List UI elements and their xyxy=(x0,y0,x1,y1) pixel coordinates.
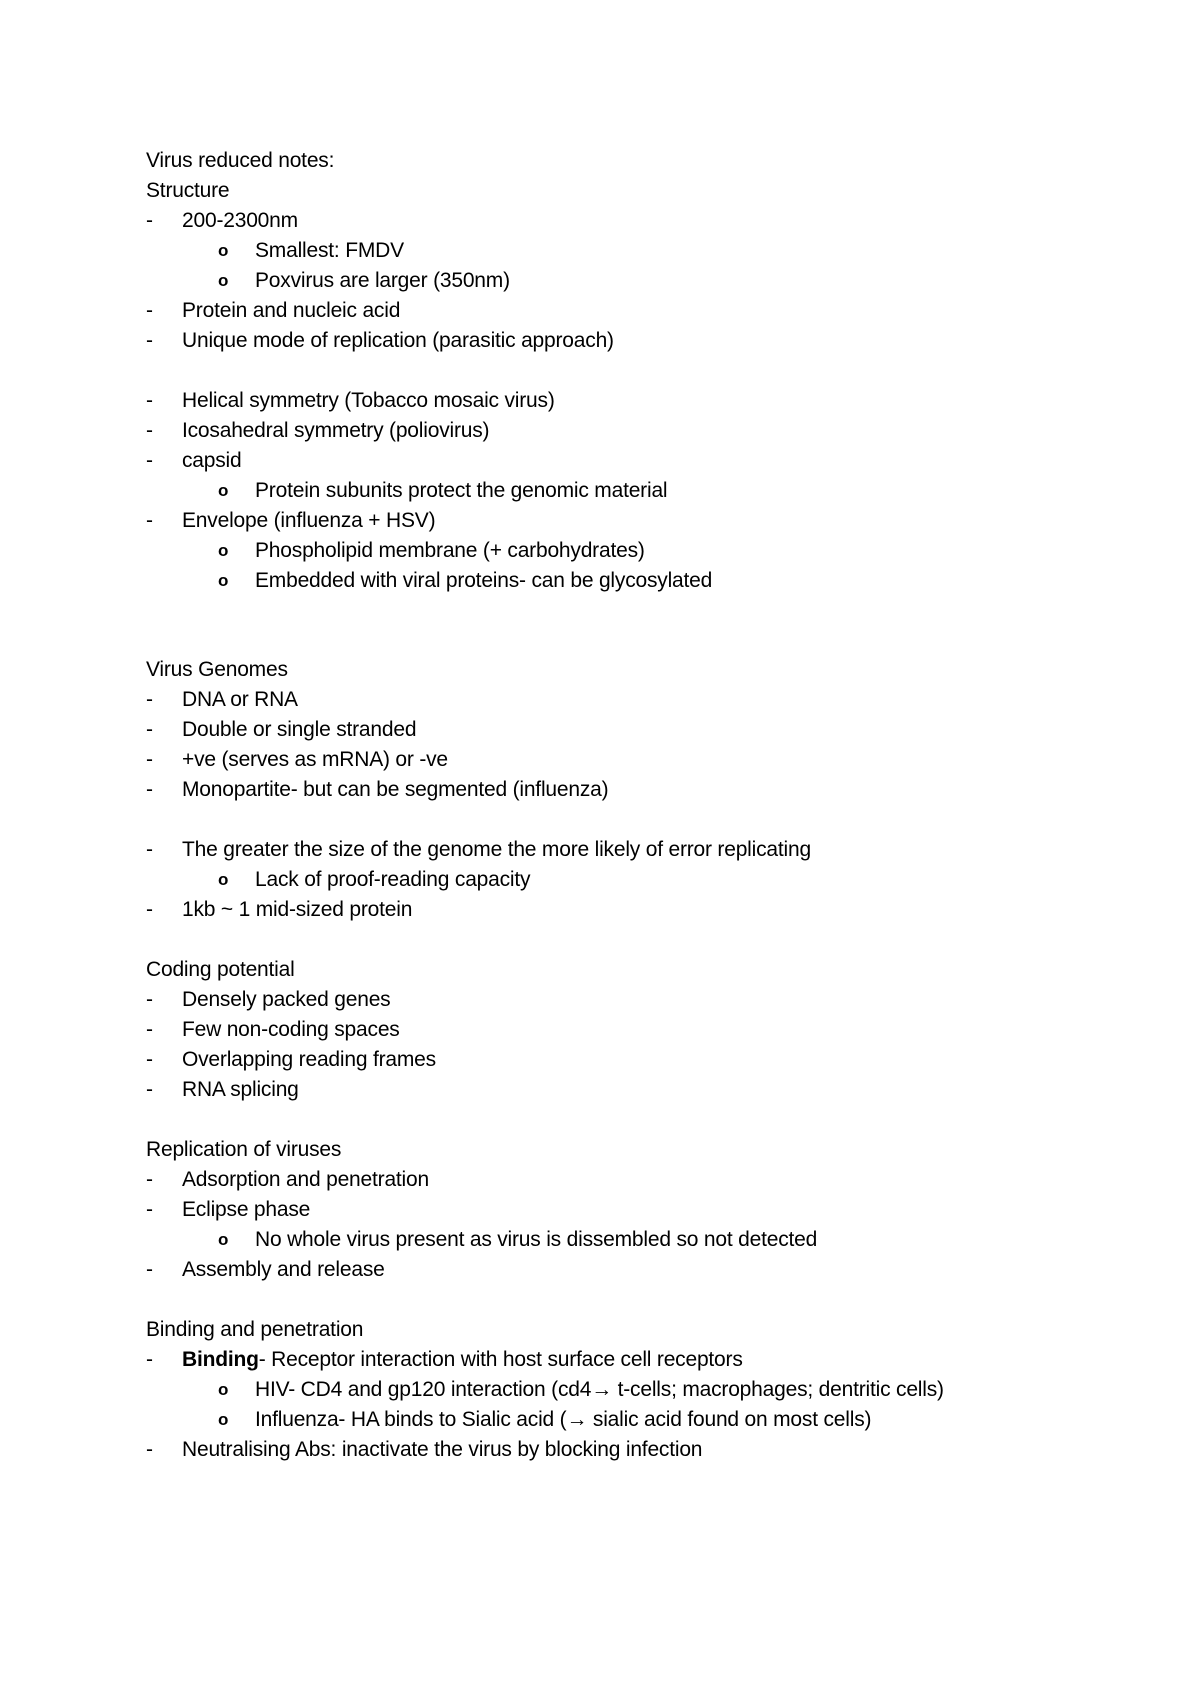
list-item-text: The greater the size of the genome the more likely of error replicating xyxy=(182,838,811,861)
dash-bullet: - xyxy=(146,988,153,1011)
list-item-text: RNA splicing xyxy=(182,1078,299,1101)
list-item-text: - Receptor interaction with host surface cell receptors xyxy=(258,1348,743,1371)
list-item-text: capsid xyxy=(182,449,242,472)
list-item-text: +ve (serves as mRNA) or -ve xyxy=(182,748,448,771)
list-item-text: DNA or RNA xyxy=(182,688,298,711)
list-item-text: Phospholipid membrane (+ carbohydrates) xyxy=(255,539,645,562)
dash-bullet: - xyxy=(146,1018,153,1041)
dash-bullet: - xyxy=(146,389,153,412)
section-heading-structure: Structure xyxy=(146,179,230,202)
list-item xyxy=(146,446,1106,476)
document-title: Virus reduced notes: xyxy=(146,149,335,172)
list-item-text: Few non-coding spaces xyxy=(182,1018,400,1041)
list-item-text: Densely packed genes xyxy=(182,988,391,1011)
dash-bullet: - xyxy=(146,1198,153,1221)
dash-bullet: - xyxy=(146,299,153,322)
circle-bullet-icon: o xyxy=(218,241,229,260)
list-item xyxy=(146,506,1106,536)
sub-list-item xyxy=(146,236,1106,266)
list-item xyxy=(146,1345,1106,1375)
list-item-text: Overlapping reading frames xyxy=(182,1048,436,1071)
list-item-text: Double or single stranded xyxy=(182,718,417,741)
sub-list-item xyxy=(146,1225,1106,1255)
list-item xyxy=(146,745,1106,775)
spacer xyxy=(146,925,1106,955)
dash-bullet: - xyxy=(146,329,153,352)
spacer xyxy=(146,356,1106,386)
spacer xyxy=(146,596,1106,655)
circle-bullet-icon: o xyxy=(218,1230,229,1249)
list-item xyxy=(146,685,1106,715)
circle-bullet-icon: o xyxy=(218,1380,229,1399)
list-item-text: Influenza- HA binds to Sialic acid (→ sialic acid found on most cells) xyxy=(255,1408,872,1431)
list-item-text: Icosahedral symmetry (poliovirus) xyxy=(182,419,490,442)
sub-list-item xyxy=(146,865,1106,895)
list-item-text: Unique mode of replication (parasitic approach) xyxy=(182,329,614,352)
dash-bullet: - xyxy=(146,1078,153,1101)
section-heading-binding: Binding and penetration xyxy=(146,1318,364,1341)
dash-bullet: - xyxy=(146,509,153,532)
sub-list-item xyxy=(146,266,1106,296)
list-item xyxy=(146,1255,1106,1285)
dash-bullet: - xyxy=(146,748,153,771)
list-item xyxy=(146,1165,1106,1195)
list-item xyxy=(146,326,1106,356)
sub-list-item xyxy=(146,566,1106,596)
dash-bullet: - xyxy=(146,778,153,801)
dash-bullet: - xyxy=(146,1048,153,1071)
circle-bullet-icon: o xyxy=(218,1410,229,1429)
list-item xyxy=(146,206,1106,236)
list-item xyxy=(146,775,1106,805)
list-item-text: HIV- CD4 and gp120 interaction (cd4→ t-cells; macrophages; dentritic cells) xyxy=(255,1378,944,1401)
dash-bullet: - xyxy=(146,209,153,232)
list-item xyxy=(146,1195,1106,1225)
dash-bullet: - xyxy=(146,1438,153,1461)
sub-list-item xyxy=(146,536,1106,566)
list-item-text: Protein and nucleic acid xyxy=(182,299,401,322)
circle-bullet-icon: o xyxy=(218,541,229,560)
list-item xyxy=(146,296,1106,326)
bold-term: Binding xyxy=(182,1348,259,1371)
list-item xyxy=(146,985,1106,1015)
list-item-text: Envelope (influenza + HSV) xyxy=(182,509,436,532)
circle-bullet-icon: o xyxy=(218,870,229,889)
list-item xyxy=(146,416,1106,446)
spacer xyxy=(146,1285,1106,1315)
dash-bullet: - xyxy=(146,1258,153,1281)
list-item-text: Poxvirus are larger (350nm) xyxy=(255,269,510,292)
list-item-text: Lack of proof-reading capacity xyxy=(255,868,531,891)
dash-bullet: - xyxy=(146,838,153,861)
list-item-text: Adsorption and penetration xyxy=(182,1168,429,1191)
list-item xyxy=(146,1075,1106,1105)
list-item-text: Smallest: FMDV xyxy=(255,239,404,262)
circle-bullet-icon: o xyxy=(218,481,229,500)
section-heading-genomes: Virus Genomes xyxy=(146,658,288,681)
dash-bullet: - xyxy=(146,1348,153,1371)
list-item-text: Neutralising Abs: inactivate the virus by blocking infection xyxy=(182,1438,703,1461)
dash-bullet: - xyxy=(146,718,153,741)
list-item-text: 1kb ~ 1 mid-sized protein xyxy=(182,898,413,921)
dash-bullet: - xyxy=(146,1168,153,1191)
list-item-text: Eclipse phase xyxy=(182,1198,311,1221)
section-heading-coding: Coding potential xyxy=(146,958,295,981)
spacer xyxy=(146,1105,1106,1135)
dash-bullet: - xyxy=(146,419,153,442)
list-item xyxy=(146,386,1106,416)
list-item-text: No whole virus present as virus is dissembled so not detected xyxy=(255,1228,818,1251)
list-item xyxy=(146,1015,1106,1045)
list-item-text: Helical symmetry (Tobacco mosaic virus) xyxy=(182,389,555,412)
list-item-text: 200-2300nm xyxy=(182,209,298,232)
sub-list-item xyxy=(146,1405,1106,1435)
list-item-text: Protein subunits protect the genomic material xyxy=(255,479,668,502)
dash-bullet: - xyxy=(146,449,153,472)
spacer xyxy=(146,805,1106,835)
dash-bullet: - xyxy=(146,898,153,921)
dash-bullet: - xyxy=(146,688,153,711)
list-item xyxy=(146,1435,1106,1465)
list-item xyxy=(146,835,1106,865)
list-item-text: Assembly and release xyxy=(182,1258,385,1281)
list-item xyxy=(146,715,1106,745)
circle-bullet-icon: o xyxy=(218,571,229,590)
sub-list-item xyxy=(146,476,1106,506)
document-body xyxy=(146,146,1106,1465)
list-item xyxy=(146,895,1106,925)
circle-bullet-icon: o xyxy=(218,271,229,290)
sub-list-item xyxy=(146,1375,1106,1405)
list-item-text: Monopartite- but can be segmented (influenza) xyxy=(182,778,609,801)
list-item-text: Embedded with viral proteins- can be glycosylated xyxy=(255,569,713,592)
list-item xyxy=(146,1045,1106,1075)
section-heading-replication: Replication of viruses xyxy=(146,1138,342,1161)
